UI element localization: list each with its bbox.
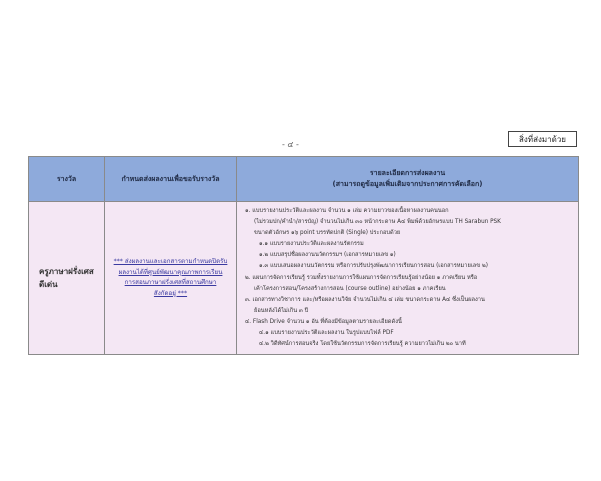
table-row: [29, 202, 579, 355]
deadline-cell: [105, 202, 237, 355]
details-cell: [237, 202, 579, 355]
detail-line: ๑.๒ แบบสรุปชื่อผลงานนวัตกรรมฯ (เอกสารหมายเลข ๑): [259, 252, 396, 259]
deadline-line: *** ส่งผลงานและเอกสารตามกำหนดปิดรับ: [113, 258, 228, 266]
attachment-tag: สิ่งที่ส่งมาด้วย: [508, 131, 577, 147]
award-table: [28, 156, 579, 355]
detail-line: ๔.๒ วิดีทัศน์การสอนจริง โดยใช้นวัตกรรมการจัดการเรียนรู้ ความยาวไม่เกิน ๒๐ นาที: [259, 341, 466, 348]
header-details: [237, 157, 579, 202]
award-cell: [29, 202, 105, 355]
header-deadline: กำหนดส่งผลงานเพื่อขอรับรางวัล: [105, 157, 237, 202]
header-details-line2: (สามารถดูข้อมูลเพิ่มเติมจากประกาศการคัดเลือก): [332, 180, 483, 188]
detail-line: ๑.๑ แบบรายงานประวัติและผลงานรัตกรรม: [259, 241, 364, 248]
table-header-row: [29, 157, 579, 202]
detail-line: ๔.๑ แบบรายงานประวัติและผลงาน ในรูปแบบไฟล์ PDF: [259, 330, 394, 337]
detail-line: ๑. แบบรายงานประวัติและผลงาน จำนวน ๑ เล่ม ความยาวของเนื้อหาผลงานคนนอก: [245, 208, 449, 214]
deadline-line: ผลงานได้ที่ศูนย์พัฒนาคุณภาพการเรียน: [118, 268, 223, 276]
detail-line: ๑.๓ แบบเสนอผลงานนวัตกรรม หรือการปรับปรุงพัฒนาการเรียนการสอน (เอกสารหมายเลข ๒): [259, 263, 488, 270]
detail-line: ๔. Flash Drive จำนวน ๑ อัน ที่ต้องมีข้อมูลตามรายละเอียดดังนี้: [245, 318, 402, 325]
award-name-line2: ดีเด่น: [39, 280, 58, 290]
header-award: รางวัล: [29, 157, 105, 202]
page-number: - ๔ -: [282, 140, 299, 149]
header-details-line1: รายละเอียดการส่งผลงาน: [369, 169, 446, 177]
award-name-line1: ครูภาษาฝรั่งเศส: [39, 267, 94, 277]
detail-line: ขนาดตัวอักษร ๑๖ point บรรทัดปกติ (Single) ประกอบด้วย: [254, 230, 401, 237]
detail-line: เค้าโครงการสอน/โครงสร้างการสอน (course outline) อย่างน้อย ๑ ภาคเรียน: [254, 285, 446, 292]
detail-line: ย้อนหลังได้ไม่เกิน ๓ ปี: [254, 307, 309, 314]
detail-line: ๓. เอกสารทางวิชาการ และ/หรือผลงานวิจัย จำนวนไม่เกิน ๔ เล่ม ขนาดกระดาษ A๔ ซึ่งเป็นผลงาน: [245, 296, 485, 303]
detail-line: ๒. แผนการจัดการเรียนรู้ รวมทั้งรายงานการใช้แผนการจัดการเรียนรู้อย่างน้อย ๑ ภาคเรียน หรือ: [245, 274, 478, 281]
deadline-line: สังกัดอยู่ ***: [153, 289, 188, 297]
detail-line: (ไม่รวมปก/คำนำ/สารบัญ) จำนวนไม่เกิน ๓๐ หน้ากระดาษ A๔ พิมพ์ด้วยอักษรแบบ TH Sarabun PSK: [254, 219, 501, 226]
deadline-line: การสอนภาษาฝรั่งเศสที่สถานศึกษา: [124, 279, 217, 287]
